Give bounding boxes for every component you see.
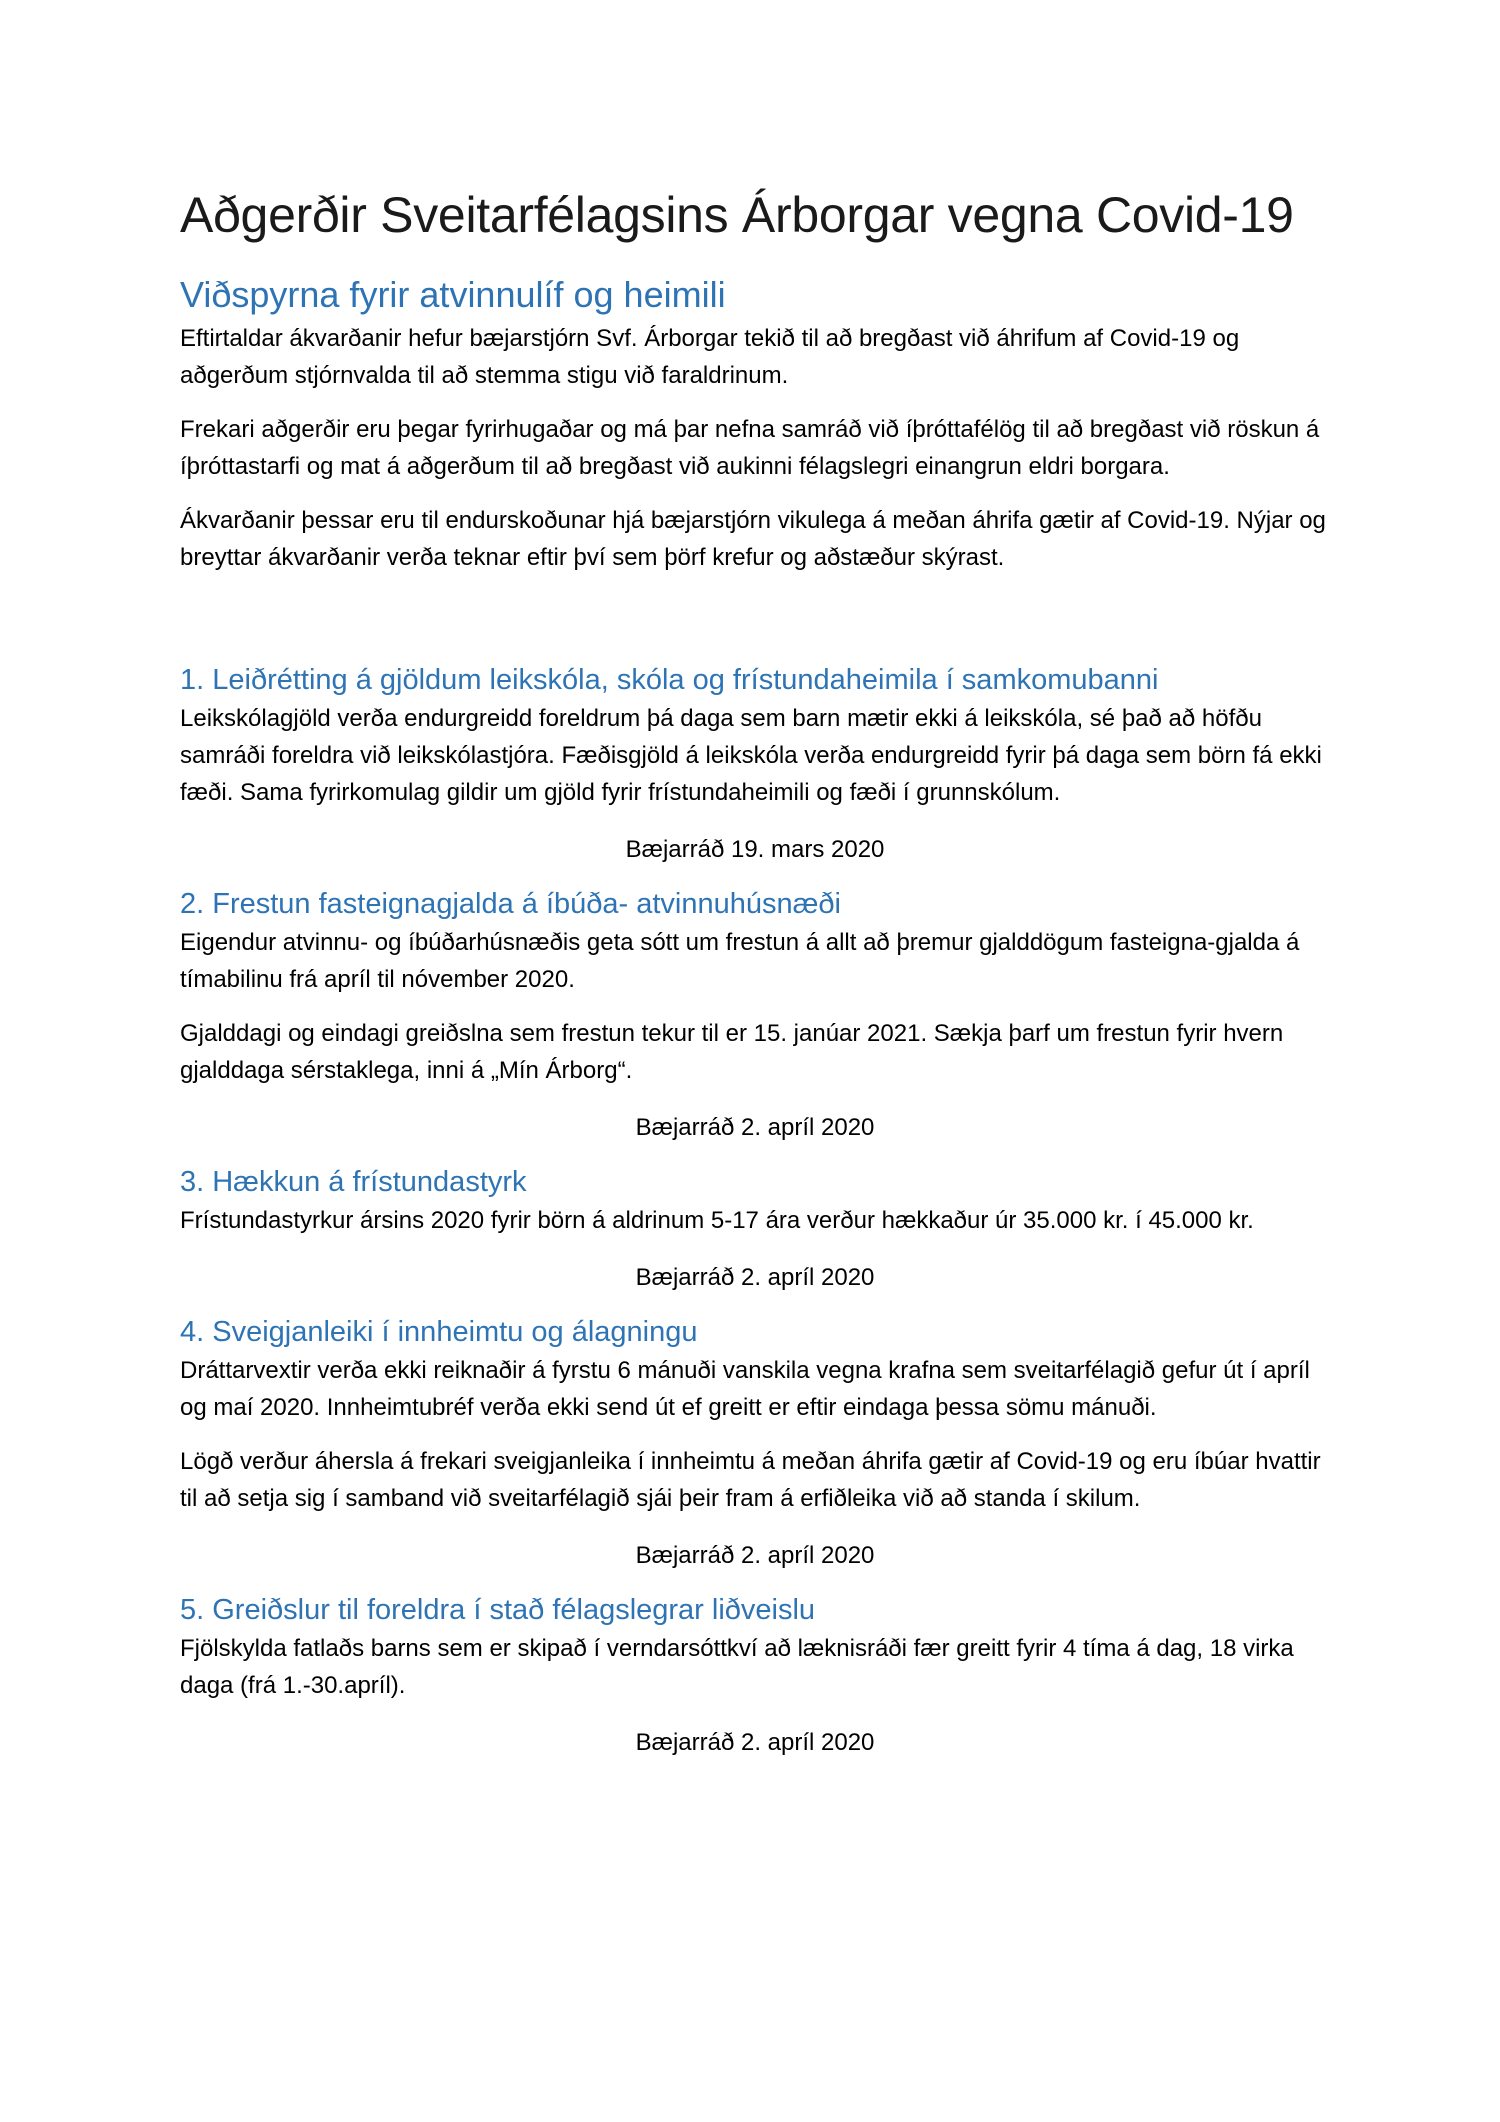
section-heading: 3. Hækkun á frístundastyrk	[180, 1166, 527, 1198]
document-title: Aðgerðir Sveitarfélagsins Árborgar vegna Covid-19	[180, 187, 1294, 243]
section-date: Bæjarráð 19. mars 2020	[625, 836, 885, 863]
section-5	[180, 1590, 1330, 1761]
section-date: Bæjarráð 2. apríl 2020	[635, 1264, 875, 1291]
section-heading: 1. Leiðrétting á gjöldum leikskóla, skóla og frístundaheimila í samkomubanni	[180, 664, 1159, 696]
section-heading: 2. Frestun fasteignagjalda á íbúða- atvinnuhúsnæði	[180, 888, 841, 920]
section-2	[180, 884, 1330, 1146]
intro-paragraph: Frekari aðgerðir eru þegar fyrirhugaðar og má þar nefna samráð við íþróttafélög til að bregðast við röskun á íþróttastarfi og mat á aðgerðum til að bregðast við aukinni félagslegri einangrun eldri borgara.	[180, 416, 1320, 480]
document-subtitle: Viðspyrna fyrir atvinnulíf og heimili	[180, 274, 726, 315]
section-1	[180, 660, 1330, 868]
intro-paragraph: Ákvarðanir þessar eru til endurskoðunar hjá bæjarstjórn vikulega á meðan áhrifa gætir af Covid-19. Nýjar og breyttar ákvarðanir verða teknar eftir því sem þörf krefur og aðstæður skýrast.	[180, 507, 1326, 571]
section-paragraph: Eigendur atvinnu- og íbúðarhúsnæðis geta sótt um frestun á allt að þremur gjalddögum fasteigna-gjalda á tímabilinu frá apríl til nóvember 2020.	[180, 929, 1300, 993]
section-date: Bæjarráð 2. apríl 2020	[635, 1542, 875, 1569]
section-heading: 4. Sveigjanleiki í innheimtu og álagningu	[180, 1316, 698, 1348]
section-paragraph: Fjölskylda fatlaðs barns sem er skipað í verndarsóttkví að læknisráði fær greitt fyrir 4 tíma á dag, 18 virka daga (frá 1.-30.apríl).	[180, 1635, 1294, 1699]
section-paragraph: Leikskólagjöld verða endurgreidd foreldrum þá daga sem barn mætir ekki á leikskóla, sé það að höfðu samráði foreldra við leikskólastjóra. Fæðisgjöld á leikskóla verða endurgreidd fyrir þá daga sem börn fá ekki fæði. Sama fyrirkomulag gildir um gjöld fyrir frístundaheimili og fæði í grunnskólum.	[180, 705, 1322, 806]
section-date: Bæjarráð 2. apríl 2020	[635, 1729, 875, 1756]
document-page	[180, 180, 1330, 1761]
section-paragraph: Frístundastyrkur ársins 2020 fyrir börn á aldrinum 5-17 ára verður hækkaður úr 35.000 kr. í 45.000 kr.	[180, 1207, 1254, 1234]
section-heading: 5. Greiðslur til foreldra í stað félagslegrar liðveislu	[180, 1594, 816, 1626]
section-paragraph: Dráttarvextir verða ekki reiknaðir á fyrstu 6 mánuði vanskila vegna krafna sem sveitarfélagið gefur út í apríl og maí 2020. Innheimtubréf verða ekki send út ef greitt er eftir eindaga þessa sömu mánuði.	[180, 1357, 1310, 1421]
intro-paragraph: Eftirtaldar ákvarðanir hefur bæjarstjórn Svf. Árborgar tekið til að bregðast við áhrifum af Covid-19 og aðgerðum stjórnvalda til að stemma stigu við faraldrinum.	[180, 325, 1240, 389]
section-3	[180, 1162, 1330, 1296]
section-4	[180, 1312, 1330, 1574]
section-date: Bæjarráð 2. apríl 2020	[635, 1114, 875, 1141]
section-paragraph: Lögð verður áhersla á frekari sveigjanleika í innheimtu á meðan áhrifa gætir af Covid-19 og eru íbúar hvattir til að setja sig í samband við sveitarfélagið sjái þeir fram á erfiðleika við að standa í skilum.	[180, 1448, 1321, 1512]
section-paragraph: Gjalddagi og eindagi greiðslna sem frestun tekur til er 15. janúar 2021. Sækja þarf um frestun fyrir hvern gjalddaga sérstaklega, inni á „Mín Árborg“.	[180, 1020, 1284, 1084]
